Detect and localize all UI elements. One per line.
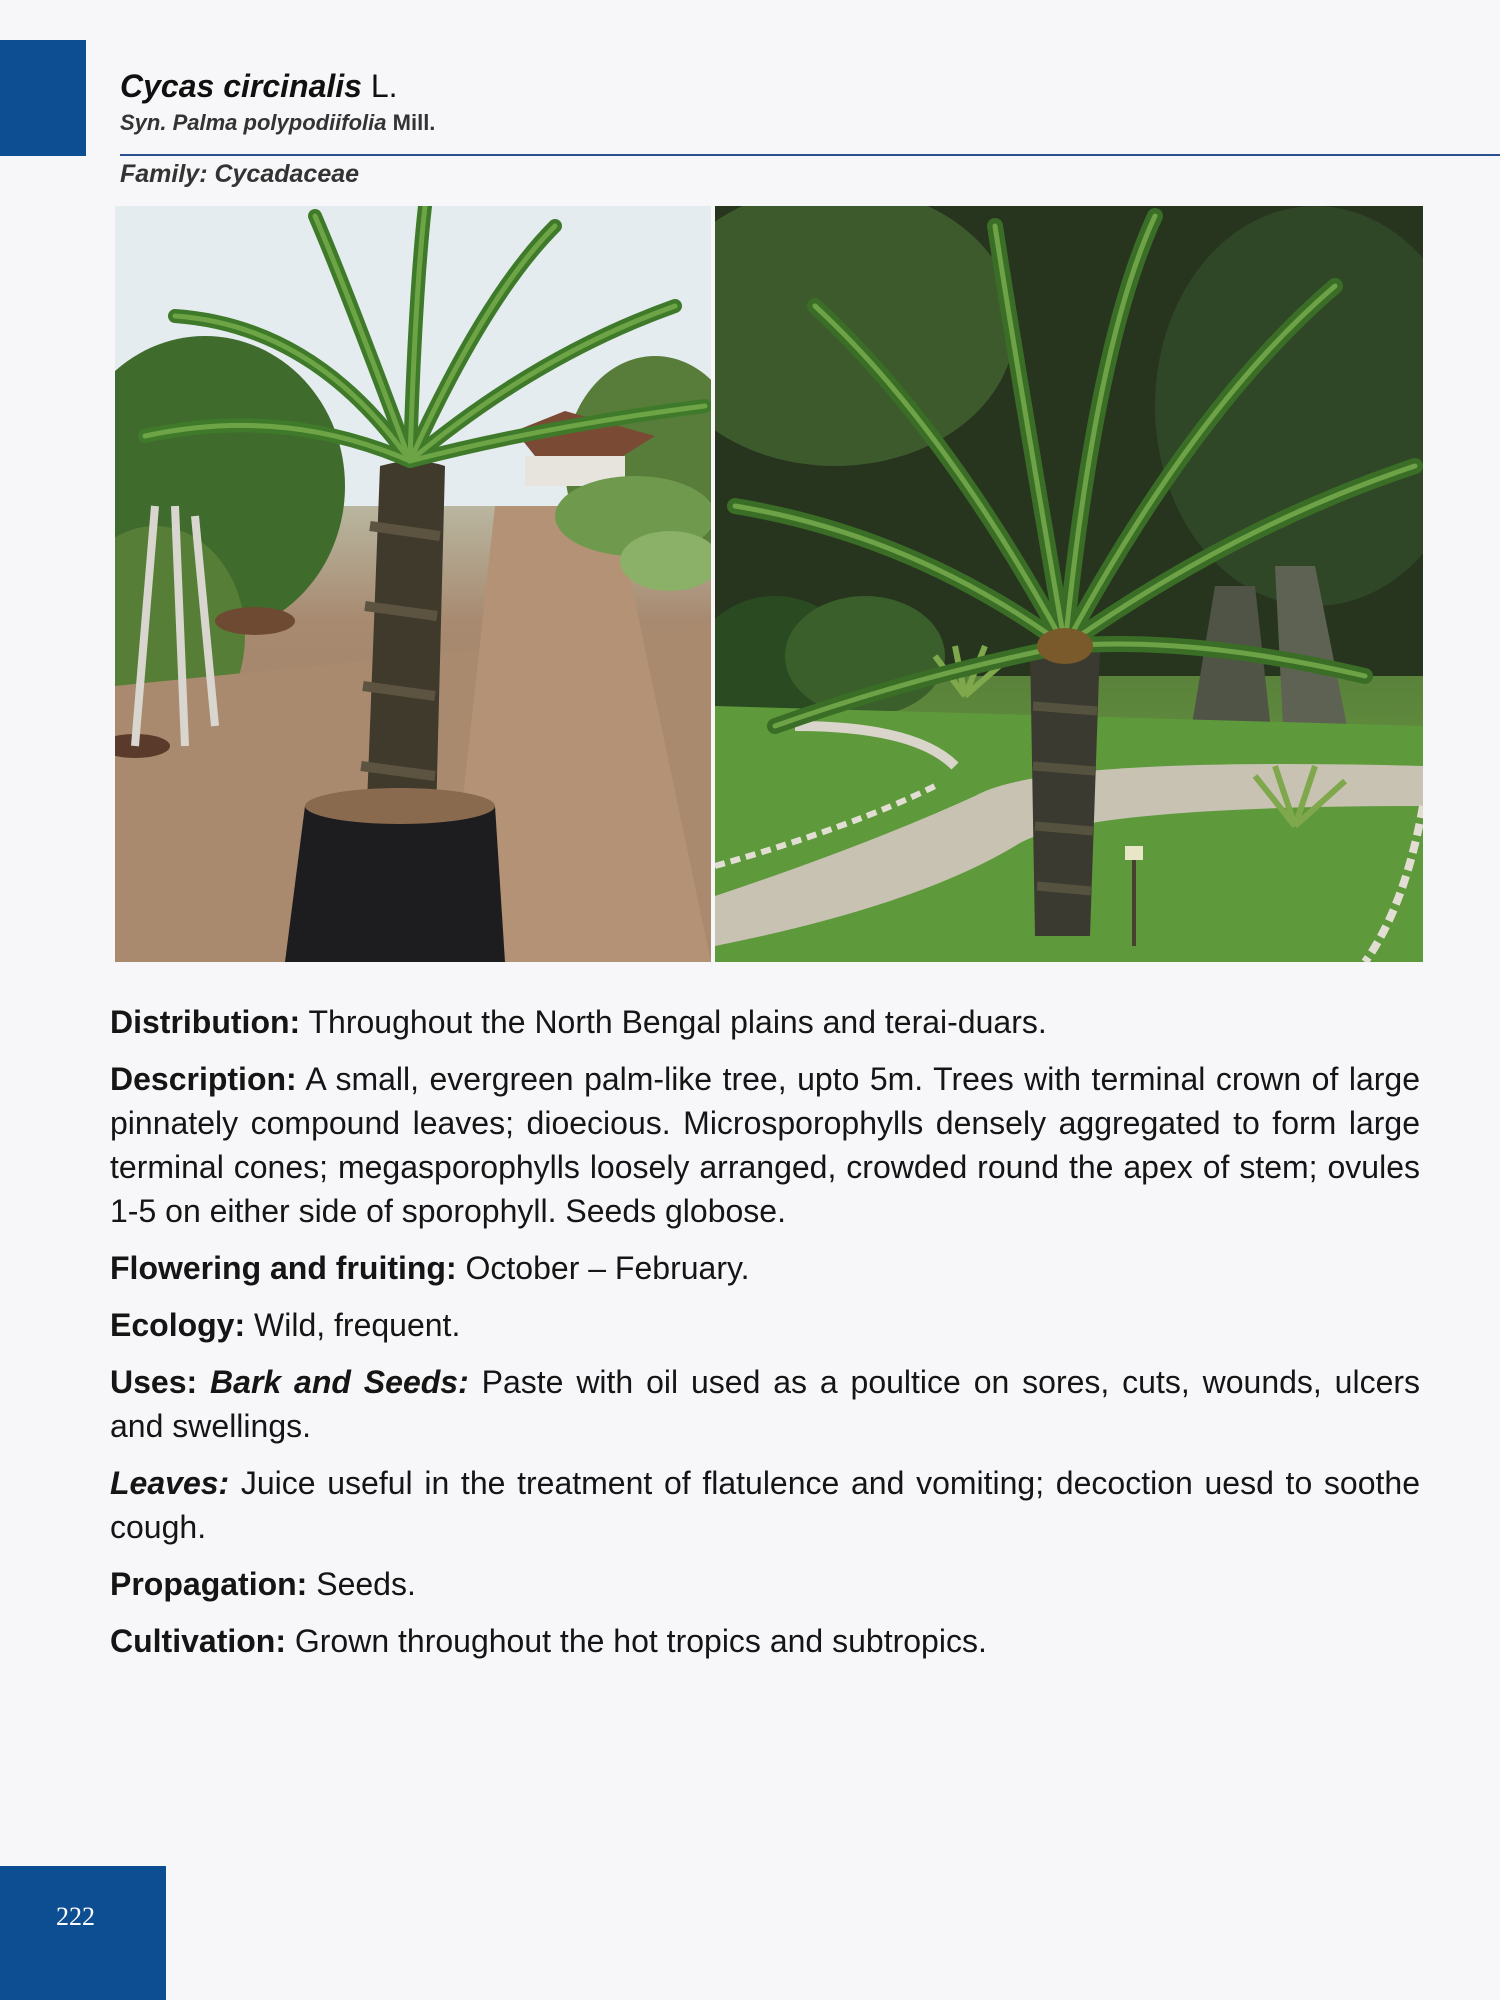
description-text: A small, evergreen palm-like tree, upto 5m. Trees with terminal crown of large pinnately compound leaves; dioecious. Microsporophylls densely aggregated to form large terminal cones; megasporophylls loosely arranged, crowded round the apex of stem; ovules 1-5 on either side of sporophyll. Seeds globose.: [110, 1061, 1421, 1229]
flowering-text: October – February.: [465, 1250, 750, 1286]
page-number: 222: [56, 1902, 95, 1931]
leaves-label: Leaves:: [110, 1465, 230, 1501]
ecology-label: Ecology:: [110, 1307, 246, 1343]
flowering-label: Flowering and fruiting:: [110, 1250, 457, 1286]
cycad-garden-photo: [715, 206, 1423, 962]
cycad-nursery-photo: [115, 206, 711, 962]
flowering-para: [110, 1246, 1420, 1290]
description-para: [110, 1057, 1420, 1233]
leaves-text: Juice useful in the treatment of flatulence and vomiting; decoction uesd to soothe cough.: [110, 1465, 1421, 1545]
uses-text: Paste with oil used as a poultice on sores, cuts, wounds, ulcers and swellings.: [110, 1364, 1421, 1444]
ecology-para: [110, 1303, 1420, 1347]
ecology-text: Wild, frequent.: [254, 1307, 461, 1343]
uses-para: [110, 1360, 1420, 1448]
cultivation-para: [110, 1619, 1420, 1663]
photo-strip: [115, 206, 1423, 962]
species-name: Cycas circinalis: [120, 68, 362, 104]
species-title: [120, 64, 1420, 108]
cultivation-label: Cultivation:: [110, 1623, 286, 1659]
propagation-para: [110, 1562, 1420, 1606]
synonym-author: Mill.: [392, 110, 436, 135]
leaves-para: [110, 1461, 1420, 1549]
distribution-label: Distribution:: [110, 1004, 301, 1040]
page-number-tab: [0, 1866, 166, 2000]
uses-sub-label: Bark and Seeds:: [210, 1364, 469, 1400]
species-header: [120, 64, 1420, 138]
synonym-prefix: Syn.: [120, 110, 167, 135]
family-label: Family: Cycadaceae: [120, 160, 360, 188]
header-rule: [120, 154, 1500, 156]
synonym-name: Palma polypodiifolia: [172, 110, 387, 135]
species-description: [110, 1000, 1420, 1676]
cultivation-text: Grown throughout the hot tropics and subtropics.: [294, 1623, 987, 1659]
species-author: L.: [370, 68, 398, 104]
uses-label: Uses:: [110, 1364, 198, 1400]
propagation-label: Propagation:: [110, 1566, 308, 1602]
propagation-text: Seeds.: [316, 1566, 416, 1602]
corner-tab: [0, 40, 86, 156]
synonym-line: [120, 108, 1420, 138]
distribution-para: [110, 1000, 1420, 1044]
description-label: Description:: [110, 1061, 297, 1097]
distribution-text: Throughout the North Bengal plains and terai-duars.: [308, 1004, 1047, 1040]
